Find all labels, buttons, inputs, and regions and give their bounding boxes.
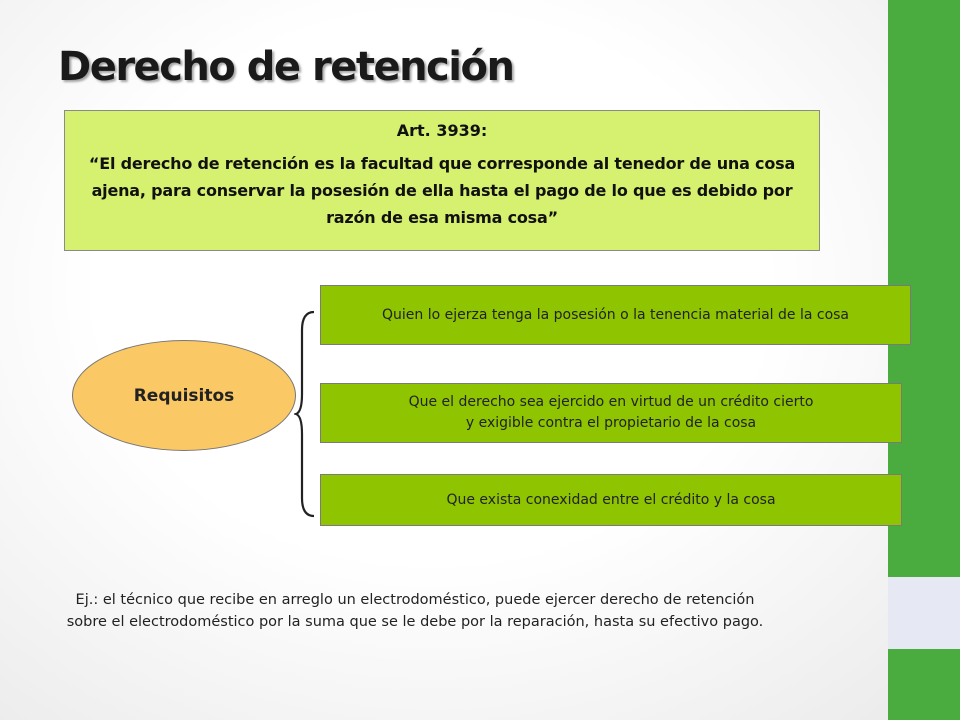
requirement-box-connexity (320, 474, 902, 526)
article-box (64, 110, 820, 251)
article-text: “El derecho de retención es la facultad que corresponde al tenedor de una cosa ajena, para conservar la posesión de ella hasta el pago de lo que es debido por razón de esa misma cosa” (88, 154, 796, 227)
curly-brace-icon (294, 310, 316, 518)
example-text: Ej.: el técnico que recibe en arreglo un electrodoméstico, puede ejercer derecho de retención sobre el electrodoméstico por la suma que se le debe por la reparación, hasta su efectivo pago. (66, 592, 764, 630)
requirement-text-line2: y exigible contra el propietario de la cosa (465, 415, 757, 431)
requirement-text: Que exista conexidad entre el crédito y la cosa (446, 491, 776, 508)
article-heading: Art. 3939: (396, 121, 488, 140)
requisitos-label: Requisitos (133, 385, 235, 406)
requirement-text-line1: Que el derecho sea ejercido en virtud de un crédito cierto (408, 394, 814, 410)
requirement-text: Quien lo ejerza tenga la posesión o la tenencia material de la cosa (381, 306, 850, 323)
requirement-box-possession (320, 285, 911, 345)
requirement-box-credit (320, 383, 902, 443)
side-bar-green-bottom (888, 649, 960, 720)
slide-title: Derecho de retención (58, 44, 514, 90)
requisitos-oval (72, 340, 296, 451)
side-bar-light (888, 577, 960, 649)
